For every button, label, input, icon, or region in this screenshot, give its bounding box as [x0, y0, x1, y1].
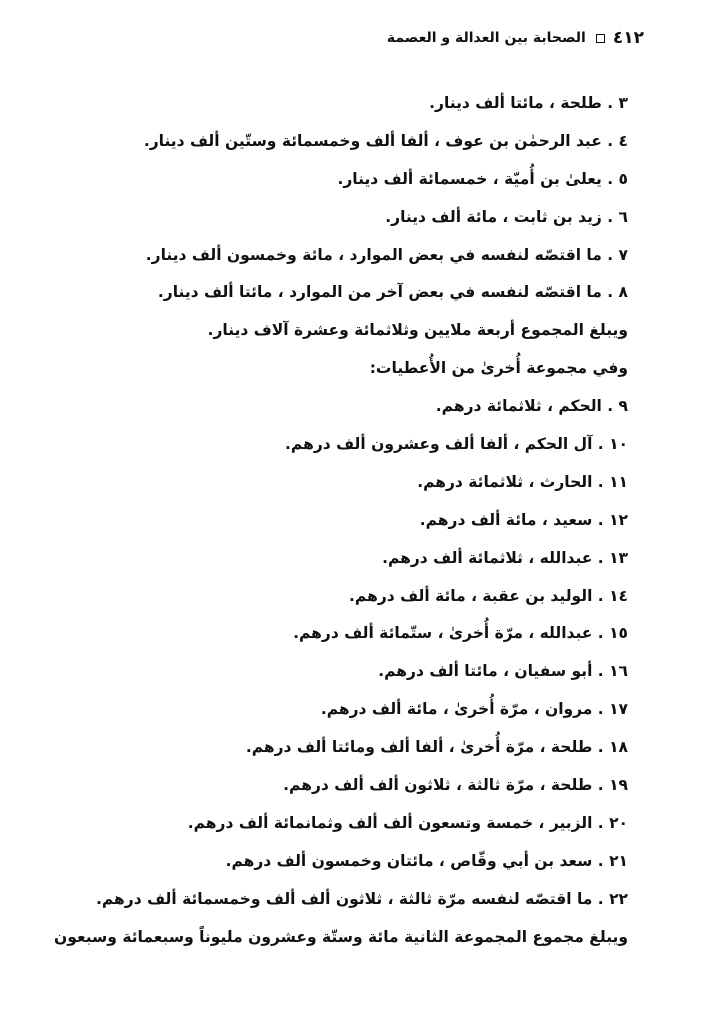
- text-line: ٣ . طلحة ، مائتا ألف دينار.: [429, 94, 628, 112]
- text-line: وفي مجموعة أُخرىٰ من الأُعطيات:: [369, 359, 628, 378]
- text-line: ٤ . عبد الرحمٰن بن عوف ، ألفا ألف وخمسمائة وستّين ألف دينار.: [143, 131, 628, 150]
- text-line: ١٨ . طلحة ، مرّة أُخرىٰ ، ألفا ألف ومائتا ألف درهم.: [245, 738, 628, 757]
- text-line: ٨ . ما اقتصّه لنفسه في بعض آخر من الموارد ، مائتا ألف دينار.: [157, 283, 628, 302]
- text-line: ٩ . الحكم ، ثلاثمائة درهم.: [435, 397, 628, 416]
- page-number: ٤١٢: [612, 28, 644, 48]
- text-line: ١٣ . عبدالله ، ثلاثمائة ألف درهم.: [382, 548, 628, 567]
- text-line: ١٧ . مروان ، مرّة أُخرىٰ ، مائة ألف درهم.: [320, 700, 628, 719]
- text-line: ١٢ . سعيد ، مائة ألف درهم.: [419, 510, 628, 529]
- text-line: ١١ . الحارث ، ثلاثمائة درهم.: [417, 472, 628, 491]
- text-line: ١٤ . الوليد بن عقبة ، مائة ألف درهم.: [349, 586, 628, 605]
- text-line: ١٠ . آل الحكم ، ألفا ألف وعشرون ألف درهم.: [285, 435, 628, 454]
- text-line: ٧ . ما اقتصّه لنفسه في بعض الموارد ، مائة وخمسون ألف دينار.: [145, 245, 628, 264]
- text-line: ٦ . زيد بن ثابت ، مائة ألف دينار.: [385, 207, 628, 226]
- text-line: ويبلغ المجموع أربعة ملايين وثلاثمائة وعشرة آلاف دينار.: [207, 321, 628, 340]
- running-title: الصحابة بين العدالة و العصمة: [386, 30, 586, 46]
- body-text: [54, 88, 628, 959]
- text-line: ٢١ . سعد بن أبي وقّاص ، مائتان وخمسون ألف درهم.: [225, 851, 628, 870]
- text-line: ١٩ . طلحة ، مرّة ثالثة ، ثلاثون ألف ألف درهم.: [283, 776, 628, 795]
- text-line: ١٥ . عبدالله ، مرّة أُخرىٰ ، ستّمائة ألف درهم.: [293, 624, 628, 643]
- text-line: ويبلغ مجموع المجموعة الثانية مائة وستّة وعشرون مليوناً وسبعمائة وسبعون: [54, 927, 628, 946]
- square-ornament-icon: [596, 34, 605, 43]
- text-line: ٥ . يعلىٰ بن أُميّة ، خمسمائة ألف دينار.: [337, 169, 628, 188]
- text-line: ٢٠ . الزبير ، خمسة وتسعون ألف ألف وثمانمائة ألف درهم.: [187, 813, 628, 832]
- text-line: ١٦ . أبو سفيان ، مائتا ألف درهم.: [378, 662, 628, 681]
- running-header: [387, 28, 644, 48]
- text-line: ٢٢ . ما اقتصّه لنفسه مرّة ثالثة ، ثلاثون ألف ألف وخمسمائة ألف درهم.: [96, 889, 628, 908]
